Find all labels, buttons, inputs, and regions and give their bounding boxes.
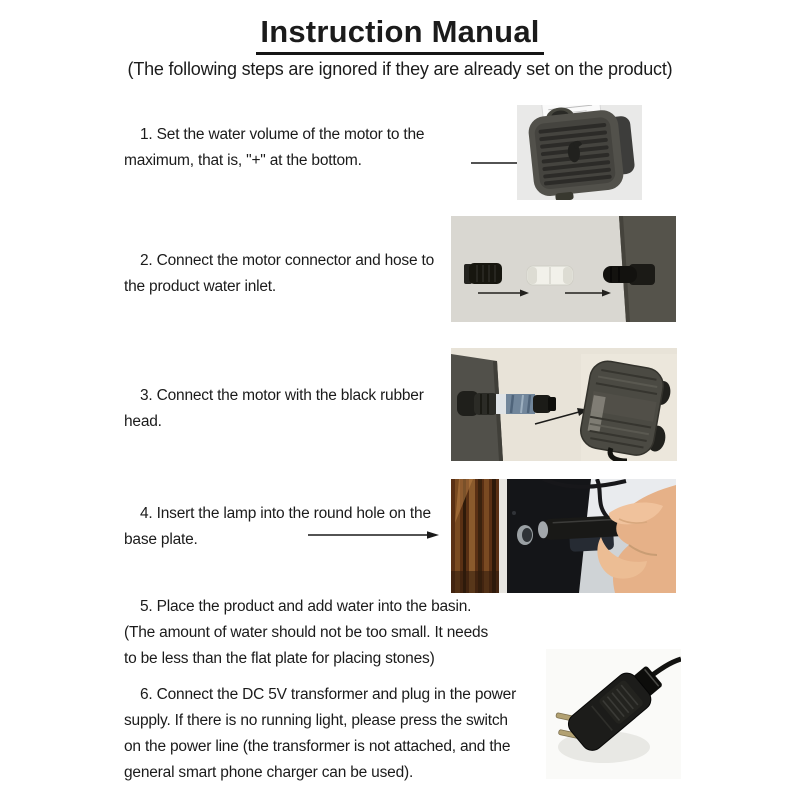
step-line: on the power line (the transformer is not attached, and the [124, 738, 511, 755]
step-line: 2. Connect the motor connector and hose to [140, 252, 435, 269]
step-3-photo-motor-rubber-head [451, 348, 677, 461]
step-2-photo-connector-hose-inlet [451, 216, 676, 322]
step-line: base plate. [124, 531, 198, 548]
step-line: 3. Connect the motor with the black rubber [140, 387, 424, 404]
page-title [0, 14, 800, 55]
step-6-photo-dc-transformer [546, 649, 681, 779]
step-line: maximum, that is, "+" at the bottom. [124, 152, 362, 169]
step-line: to be less than the flat plate for placing stones) [124, 650, 435, 667]
step-line: (The amount of water should not be too small. It needs [124, 624, 488, 641]
step-line: general smart phone charger can be used). [124, 764, 414, 781]
step-4-photo-lamp-insertion [451, 479, 676, 593]
step-1-photo-pump-volume [517, 105, 642, 200]
hose-illustration [527, 266, 573, 285]
motor-connector-illustration [464, 263, 502, 284]
step-5-text [124, 594, 488, 672]
step-4-text [124, 501, 431, 553]
step-2-text [124, 248, 434, 300]
arrow-right-icon [308, 528, 440, 542]
step-line: 6. Connect the DC 5V transformer and plug in the power [140, 686, 517, 703]
step-1-text [124, 122, 424, 174]
water-inlet-illustration [603, 264, 655, 285]
wood-frame-illustration [451, 479, 499, 593]
page-title-text: Instruction Manual [256, 14, 543, 55]
step-6-text [124, 682, 516, 786]
step-3-text [124, 383, 424, 435]
step-line: 1. Set the water volume of the motor to the [140, 126, 425, 143]
step-line: supply. If there is no running light, please press the switch [124, 712, 508, 729]
step-line: 4. Insert the lamp into the round hole on the [140, 505, 431, 522]
step-line: head. [124, 413, 162, 430]
step-line: the product water inlet. [124, 278, 277, 295]
step-line: 5. Place the product and add water into the basin. [140, 598, 472, 615]
page-subtitle: (The following steps are ignored if they are already set on the product) [127, 59, 673, 79]
